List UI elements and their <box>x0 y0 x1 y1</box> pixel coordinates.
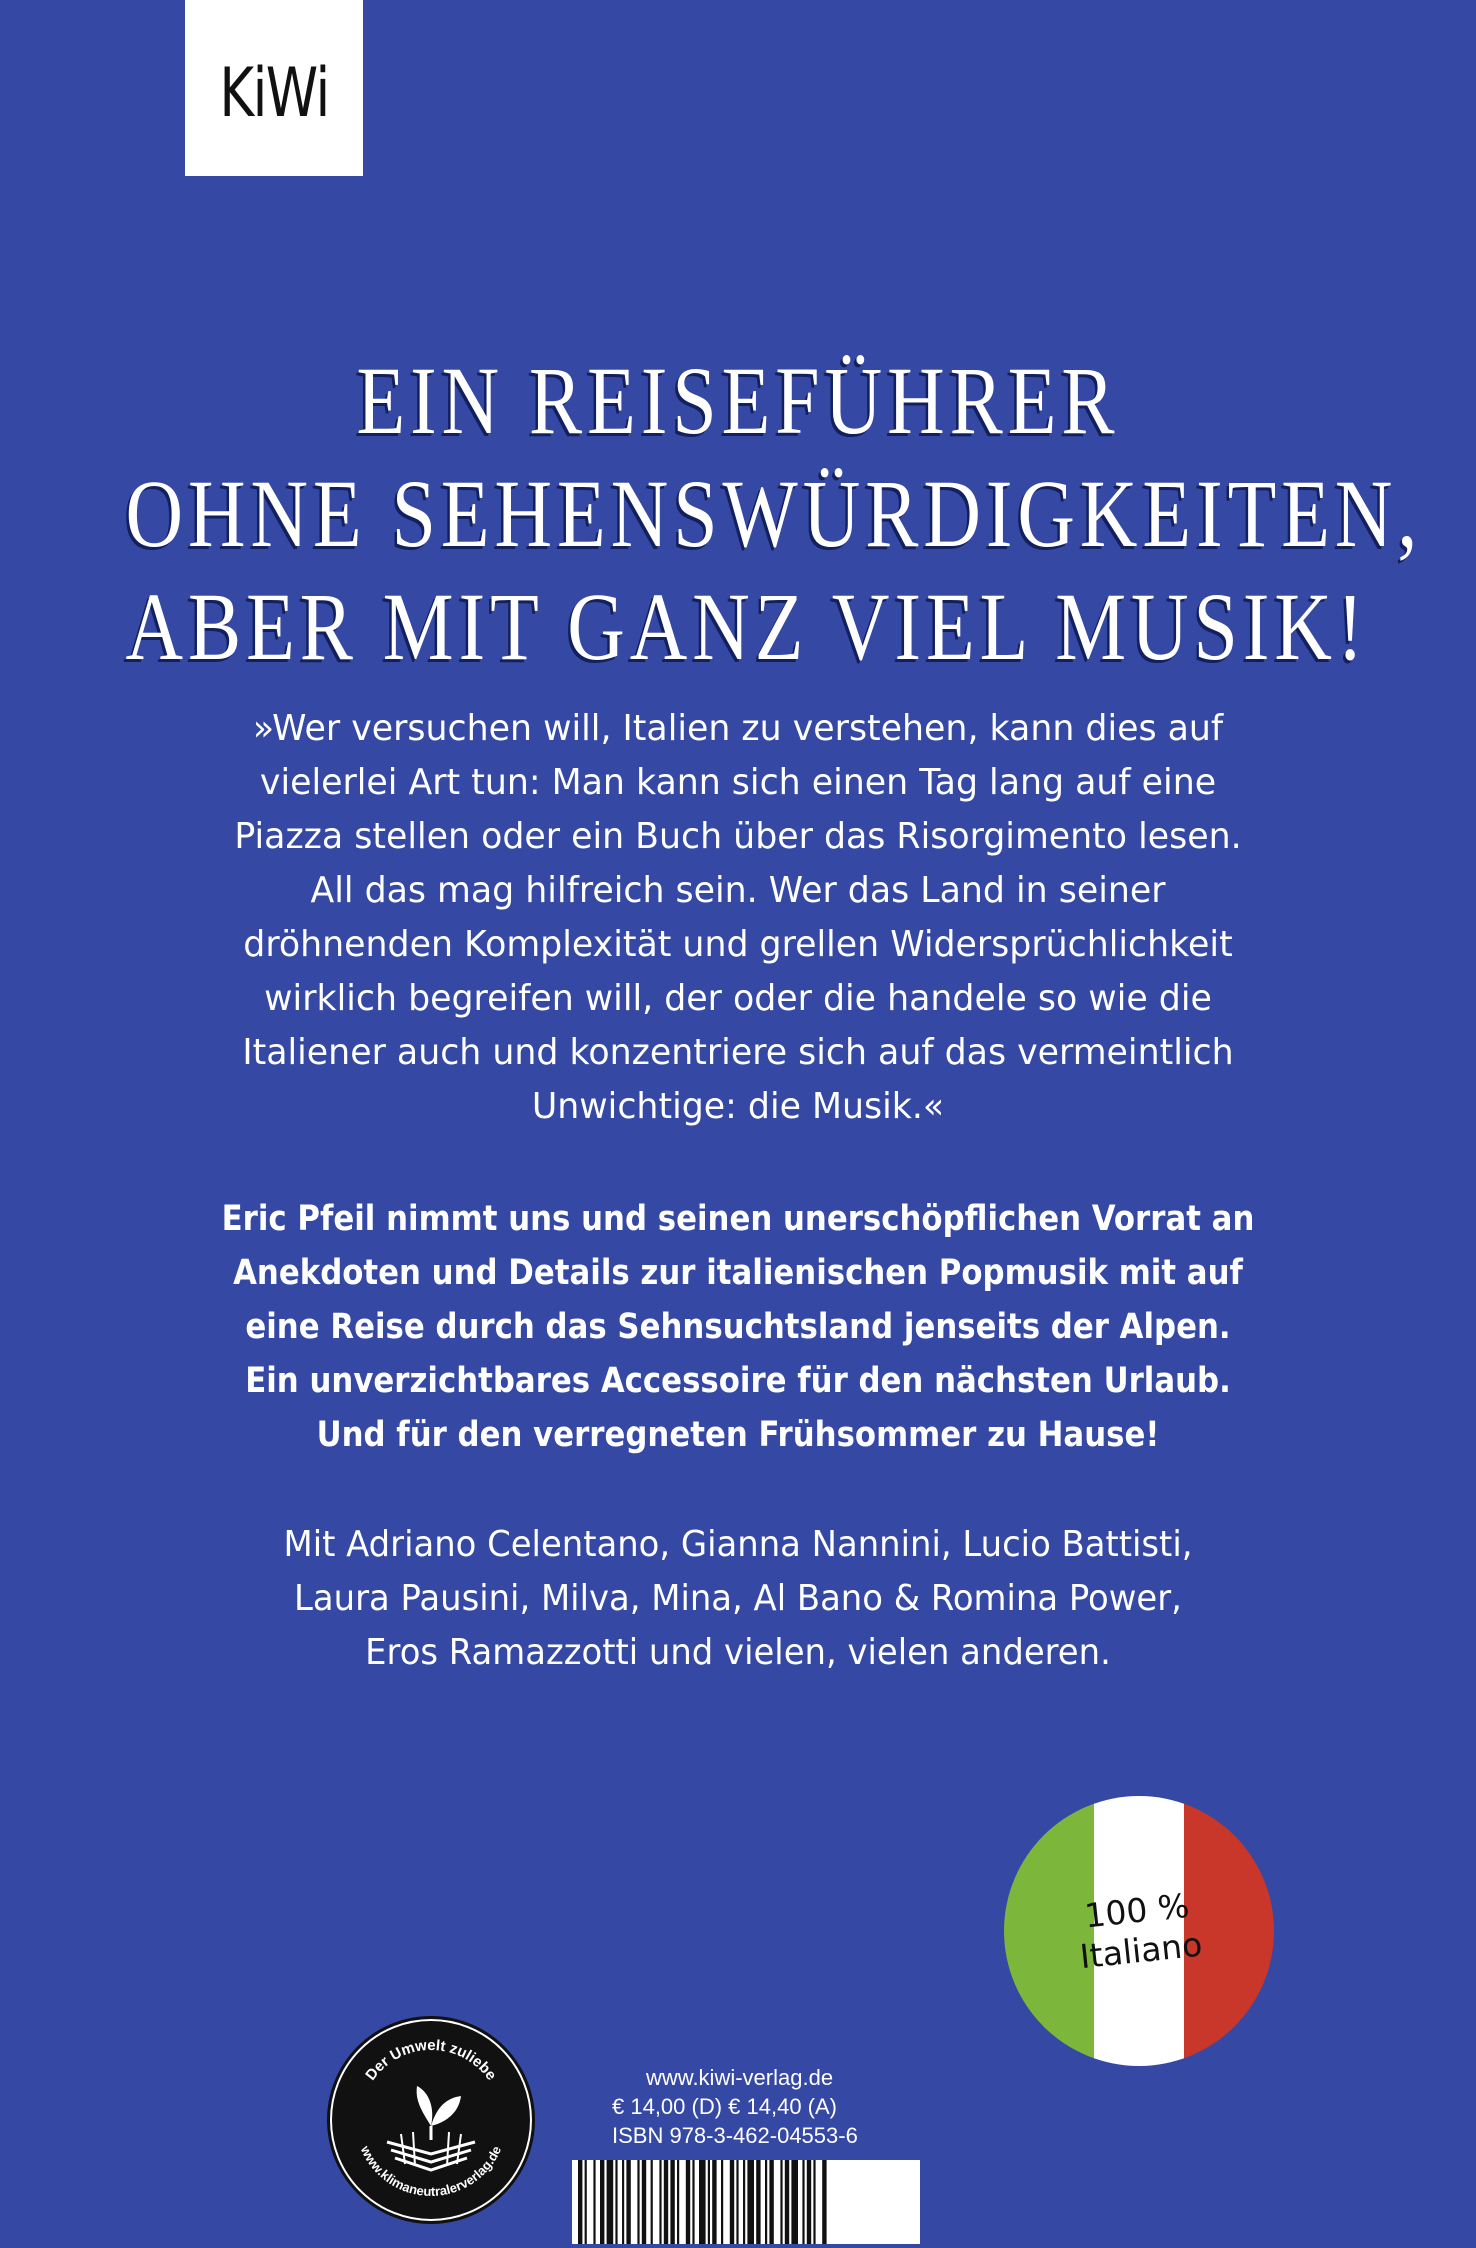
barcode-bar <box>736 2160 738 2244</box>
quote-line: Unwichtige: die Musik.« <box>531 1086 945 1127</box>
blurb-line: Eric Pfeil nimmt uns und seinen unerschöpflichen Vorrat an <box>221 1199 1255 1239</box>
barcode-bar <box>677 2160 679 2244</box>
quote-line: dröhnenden Komplexität und grellen Widersprüchlichkeit <box>243 924 1233 965</box>
barcode-bar <box>686 2160 690 2244</box>
artists-line: Mit Adriano Celentano, Gianna Nannini, Lucio Battisti, <box>283 1524 1193 1565</box>
barcode-bar <box>822 2160 826 2244</box>
barcode-bar <box>622 2160 624 2244</box>
headline <box>0 344 1476 683</box>
blurb-line: Ein unverzichtbares Accessoire für den nächsten Urlaub. <box>245 1361 1231 1401</box>
logo-text: KiWi <box>219 53 329 133</box>
barcode-bar <box>626 2160 630 2244</box>
badge-italiano: Italiano <box>1078 1924 1205 1977</box>
barcode-bar <box>607 2160 614 2244</box>
badge-percent: 100 % <box>1082 1885 1192 1936</box>
barcode-bar <box>813 2160 815 2244</box>
headline-line: OHNE SEHENSWÜRDIGKEITEN, <box>125 460 1423 567</box>
barcode-bar <box>659 2160 661 2244</box>
barcode-bar <box>585 2160 587 2244</box>
barcode-bar <box>721 2160 723 2244</box>
eco-top-text: Der Umwelt zuliebe <box>362 2036 500 2084</box>
barcode-bar <box>670 2160 674 2244</box>
barcode-bar <box>578 2160 582 2244</box>
kiwi-logo <box>185 0 363 176</box>
publisher-url[interactable]: www.kiwi-verlag.de <box>646 2065 834 2090</box>
headline-line: ABER MIT GANZ VIEL MUSIK! <box>125 573 1369 680</box>
publisher-info <box>612 2063 858 2150</box>
barcode-bar <box>664 2160 668 2244</box>
climate-neutral-badge <box>325 2014 537 2226</box>
blurb-line: Und für den verregneten Frühsommer zu Hause! <box>316 1415 1160 1455</box>
barcode-bar <box>747 2160 754 2244</box>
quote-line: Piazza stellen oder ein Buch über das Risorgimento lesen. <box>234 816 1242 857</box>
isbn: ISBN 978-3-462-04553-6 <box>612 2123 858 2148</box>
barcode-bar <box>730 2160 734 2244</box>
quote-line: vielerlei Art tun: Man kann sich einen Tag lang auf eine <box>259 762 1217 803</box>
barcode-bar <box>699 2160 706 2244</box>
barcode-bar <box>807 2160 811 2244</box>
barcode-bar <box>802 2160 804 2244</box>
blurb-line: eine Reise durch das Sehnsuchtsland jenseits der Alpen. <box>245 1307 1231 1347</box>
badge-text <box>991 1783 1288 2080</box>
barcode-bar <box>765 2160 767 2244</box>
headline-line: EIN REISEFÜHRER <box>356 347 1120 454</box>
barcode-bar <box>692 2160 694 2244</box>
blurb-paragraph <box>0 1192 1476 1462</box>
barcode-bar <box>642 2160 646 2244</box>
barcode-bar <box>708 2160 710 2244</box>
quote-line: Italiener auch und konzentriere sich auf das vermeintlich <box>242 1032 1234 1073</box>
artists-line: Laura Pausini, Milva, Mina, Al Bano & Romina Power, <box>294 1578 1182 1619</box>
barcode-bar <box>651 2160 653 2244</box>
price: € 14,00 (D) € 14,40 (A) <box>612 2094 838 2119</box>
quote-line: wirklich begreifen will, der oder die handele so wie die <box>264 978 1212 1019</box>
artists-paragraph <box>0 1518 1476 1680</box>
blurb-line: Anekdoten und Details zur italienischen Popmusik mit auf <box>233 1253 1243 1293</box>
barcode-bar <box>785 2160 789 2244</box>
artists-line: Eros Ramazzotti und vielen, vielen anderen. <box>365 1632 1111 1673</box>
barcode-bar <box>600 2160 604 2244</box>
barcode-bar <box>756 2160 760 2244</box>
quote-paragraph <box>0 702 1476 1134</box>
barcode-bar <box>712 2160 716 2244</box>
quote-line: All das mag hilfreich sein. Wer das Land in seiner <box>310 870 1166 911</box>
barcode-bar <box>769 2160 773 2244</box>
barcode-bar <box>743 2160 745 2244</box>
barcode-bar <box>593 2160 595 2244</box>
barcode-bar <box>791 2160 798 2244</box>
quote-line: »Wer versuchen will, Italien zu verstehen, kann dies auf <box>252 708 1224 749</box>
barcode-bars <box>572 2160 920 2244</box>
barcode-bar <box>780 2160 782 2244</box>
barcode-bar <box>615 2160 617 2244</box>
barcode <box>572 2160 920 2244</box>
barcode-bar <box>637 2160 639 2244</box>
eco-bottom-text: www.klimaneutralerverlag.de <box>357 2143 505 2200</box>
